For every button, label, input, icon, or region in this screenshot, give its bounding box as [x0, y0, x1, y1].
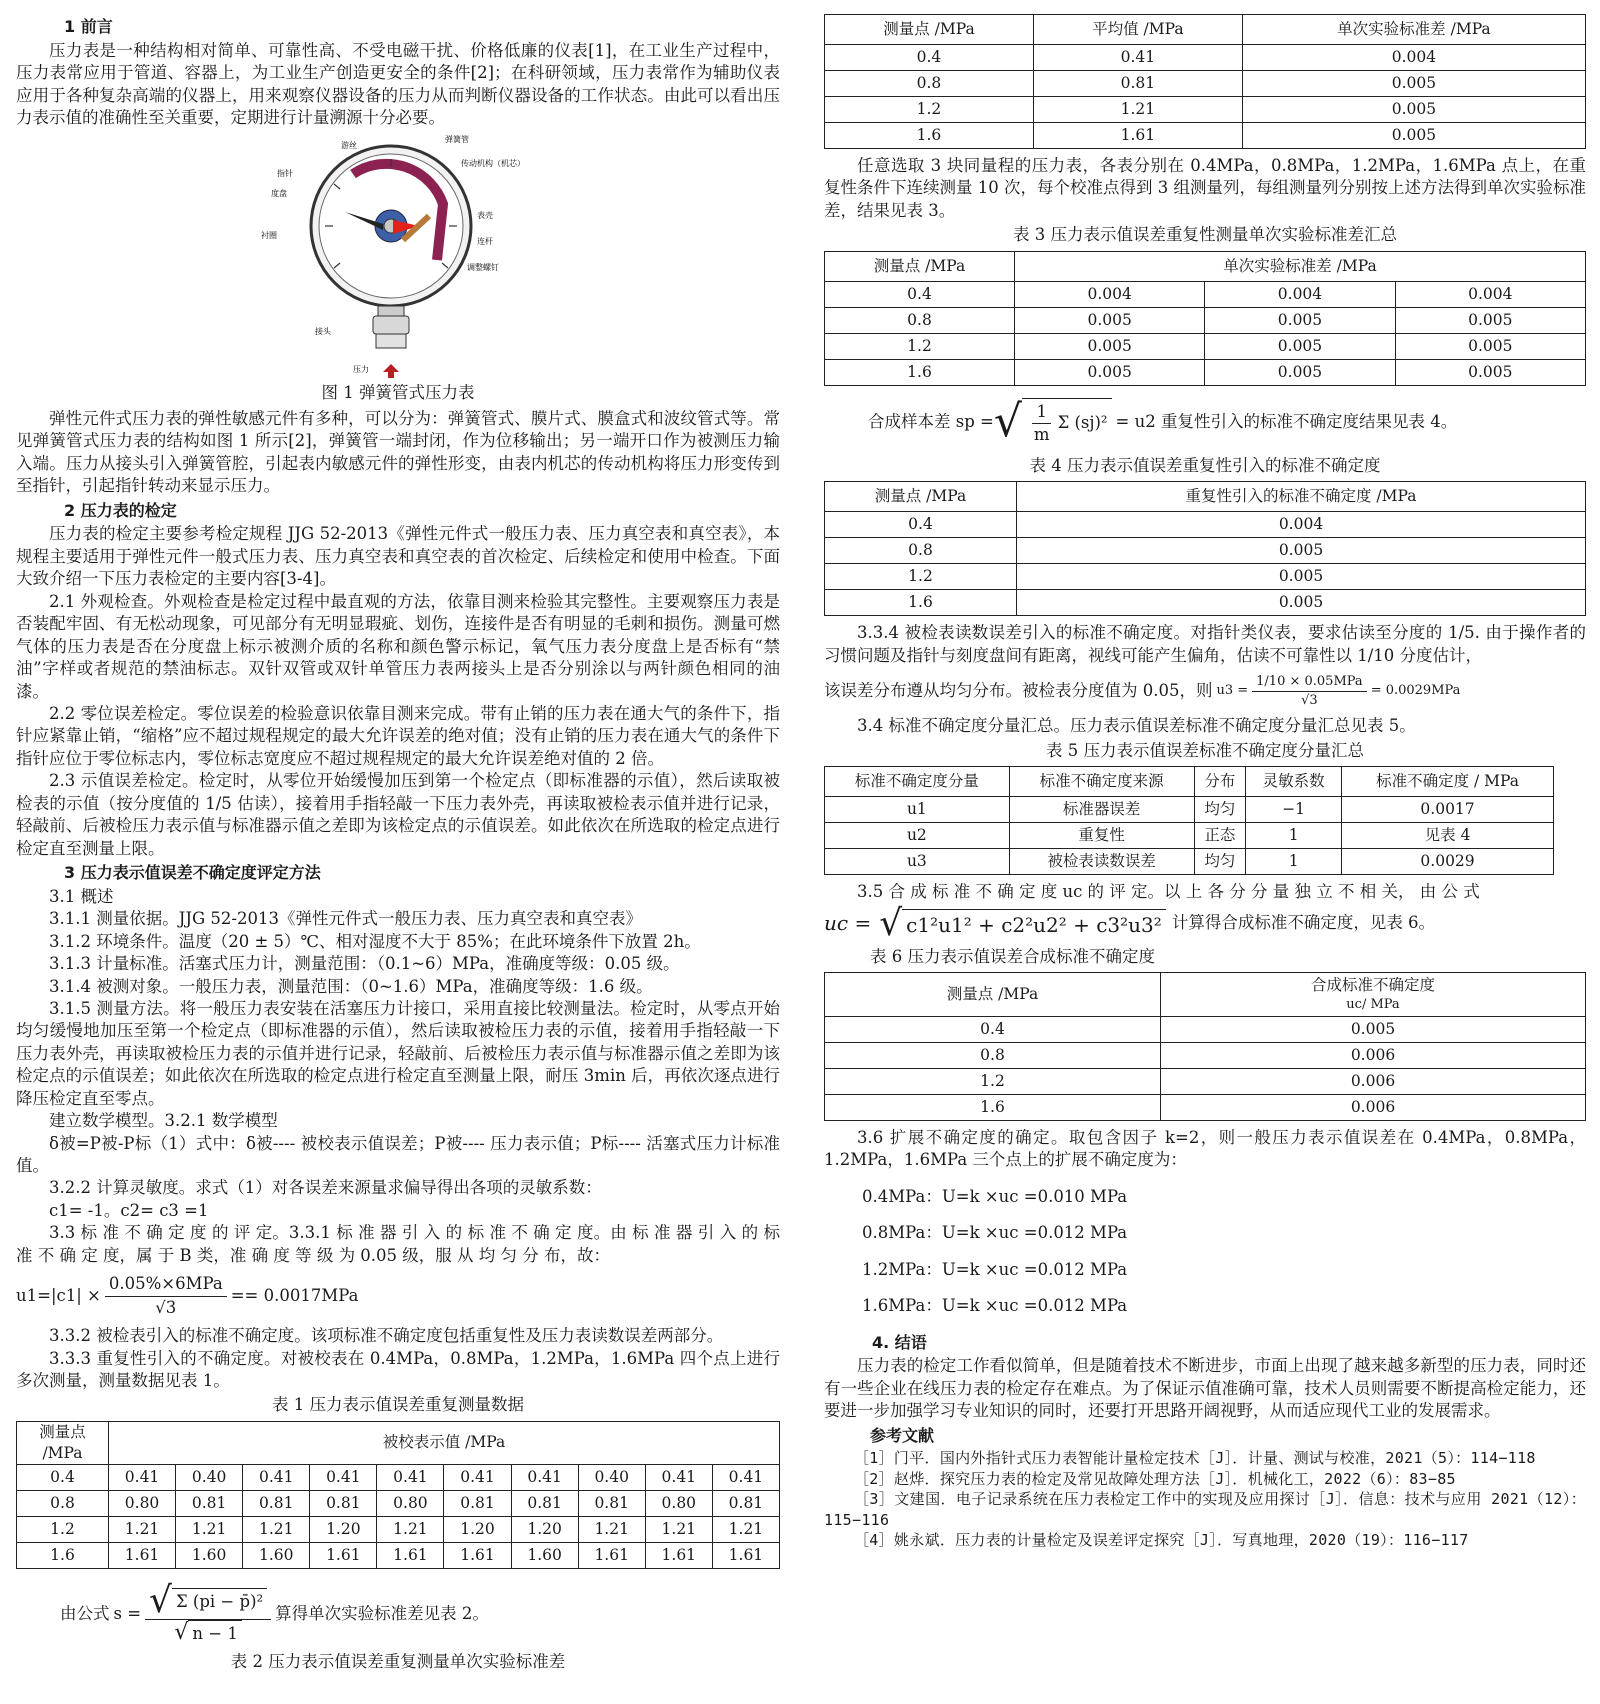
table-6-body — [825, 1017, 1586, 1121]
table-2-cell: 1.21 — [1033, 97, 1242, 123]
table-1-cell: 0.81 — [578, 1490, 645, 1516]
table-2-cell: 0.8 — [825, 71, 1034, 97]
table-4 — [824, 481, 1586, 616]
table-4-cell: 0.8 — [825, 538, 1017, 564]
paragraph-3-1-5: 3.1.5 测量方法。将一般压力表安装在活塞压力计接口，采用直接比较测量法。检定时，从零点开始均匀缓慢地加压至第一个检定点（即标准器的示值），然后读取被检压力表的示值，接着用手指轻敲一下压力表外壳，再读取被检压力表的示值并进行记录，轻敲前、后被检压力表示值与标准器示值之差即为该检定点的示值误差；如此依次在所选取的检定点进行检定直至测量上限，耐压 3min 后，再依次逐点进行降压检定直至零点。 — [16, 998, 780, 1108]
table-6-row — [825, 1017, 1586, 1043]
paragraph-3-1: 3.1 概述 — [49, 886, 114, 906]
table-5-cell: 标准器误差 — [1009, 797, 1194, 823]
formula-s-fraction — [145, 1579, 271, 1645]
table-1-caption: 表 1 压力表示值误差重复测量数据 — [272, 1395, 524, 1415]
table-4-cell: 1.2 — [825, 564, 1017, 590]
paragraph-3-3: 3.3 标 准 不 确 定 度 的 评 定。3.3.1 标 准 器 引 入 的 标 准 不 确 定 度。由 标 准 器 引 入 的 标 准 不 确 定 度，属 于 B 类，准 确 度 等 级 为 0.05 级，服 从 均 匀 分 布，故： — [16, 1223, 780, 1265]
paragraph-3-1-4: 3.1.4 被测对象。一般压力表，测量范围：（0~1.6）MPa，准确度等级：1.6 级。 — [49, 976, 653, 996]
table-4-row — [825, 590, 1586, 616]
paragraph-3-6: 3.6 扩展不确定度的确定。取包含因子 k=2，则一般压力表示值误差在 0.4MPa，0.8MPa，1.2MPa，1.6MPa 三个点上的扩展不确定度为： — [824, 1128, 1586, 1170]
formula-pooled — [868, 398, 1586, 447]
section-heading-verification: 2 压力表的检定 — [64, 500, 177, 520]
u1-rhs: == 0.0017MPa — [230, 1285, 359, 1305]
table-3-cell: 0.8 — [825, 307, 1015, 333]
table-2 — [824, 14, 1586, 149]
table-2-cell: 0.005 — [1242, 71, 1585, 97]
table-1-header-values: 被校表示值 /MPa — [109, 1421, 780, 1464]
table-1-cell: 0.41 — [109, 1464, 176, 1490]
paragraph-coefficients: c1= -1。c2= c3 =1 — [49, 1200, 209, 1220]
paragraph-3-2-2: 3.2.2 计算灵敏度。求式（1）对各误差来源量求偏导得出各项的灵敏系数： — [49, 1178, 602, 1198]
table-1-cell: 1.21 — [578, 1516, 645, 1542]
table-5-header-source: 标准不确定度来源 — [1009, 767, 1194, 797]
u1-lhs: u1=|c1| × — [16, 1285, 101, 1305]
table-1-cell: 1.60 — [243, 1542, 310, 1568]
table-1-cell: 0.80 — [645, 1490, 712, 1516]
table-5-cell: 均匀 — [1194, 797, 1246, 823]
table-1-cell: 1.20 — [511, 1516, 578, 1542]
paragraph-conclusion: 压力表的检定工作看似简单，但是随着技术不断进步，市面上出现了越来越多新型的压力表，同时还有一些企业在线压力表的检定存在难点。为了保证示值准确可靠，技术人员则需要不断提高检定能力，还要进一步加强学习专业知识的同时，还要打开思路开阔视野，从而适应现代工业的发展需求。 — [824, 1356, 1586, 1421]
uc-lhs: uc = — [824, 911, 872, 935]
table-1-row — [17, 1542, 780, 1568]
table-5-cell: 见表 4 — [1342, 823, 1554, 849]
paragraph-3-1-3: 3.1.3 计量标准。活塞式压力计，测量范围：（0.1~6）MPa，准确度等级：0.05 级。 — [49, 954, 680, 974]
table-4-cell: 0.005 — [1017, 564, 1586, 590]
table-5-cell: 1 — [1246, 823, 1342, 849]
table-1-cell: 1.61 — [712, 1542, 779, 1568]
table-5-cell: −1 — [1246, 797, 1342, 823]
label-tan-huang-guan: 弹簧管 — [445, 134, 469, 144]
table-1-cell: 0.41 — [712, 1464, 779, 1490]
table-5-header-value: 标准不确定度 / MPa — [1342, 767, 1554, 797]
table-5-row — [825, 797, 1554, 823]
table-6-caption: 表 6 压力表示值误差合成标准不确定度 — [870, 946, 1155, 966]
table-1-cell: 1.21 — [712, 1516, 779, 1542]
paragraph-model: 建立数学模型。3.2.1 数学模型 — [49, 1111, 278, 1131]
table-5-header-distribution: 分布 — [1194, 767, 1246, 797]
u1-fraction — [105, 1273, 227, 1319]
table-2-cell: 1.61 — [1033, 123, 1242, 149]
table-1-cell: 1.2 — [17, 1516, 109, 1542]
u3-rhs: = 0.0029MPa — [1370, 683, 1461, 699]
table-1-cell: 1.61 — [444, 1542, 511, 1568]
label-chen-quan: 衬圈 — [261, 230, 277, 240]
table-5-row — [825, 823, 1554, 849]
table-2-cell: 0.81 — [1033, 71, 1242, 97]
reference-3: ［3］文建国．电子记录系统在压力表检定工作中的实现及应用探讨［J］．信息：技术与应用 2021（12）：115−116 — [824, 1490, 1586, 1529]
table-1-cell: 0.81 — [712, 1490, 779, 1516]
table-1-header-point: 测量点 /MPa — [17, 1421, 109, 1464]
table-6-header-combined — [1161, 973, 1586, 1017]
table-4-cell: 1.6 — [825, 590, 1017, 616]
table-3-row — [825, 281, 1586, 307]
table-3-cell: 0.005 — [1205, 307, 1395, 333]
table-5-cell: 重复性 — [1009, 823, 1194, 849]
table-1-cell: 1.21 — [377, 1516, 444, 1542]
formula-s-suffix: 算得单次实验标准差见表 2。 — [275, 1603, 489, 1623]
table-3-cell: 0.004 — [1395, 281, 1585, 307]
table-5-cell: 被检表读数误差 — [1009, 849, 1194, 875]
table-2-row — [825, 97, 1586, 123]
table-3-cell: 0.005 — [1015, 307, 1205, 333]
table-1-cell: 0.41 — [243, 1464, 310, 1490]
table-1-cell: 0.80 — [109, 1490, 176, 1516]
reference-2: ［2］赵烨．探究压力表的检定及常见故障处理方法［J］．机械化工，2022（6）：83−85 — [854, 1469, 1456, 1488]
pooled-fraction — [1030, 401, 1054, 447]
pressure-gauge-figure — [233, 134, 563, 380]
table-5-cell: 均匀 — [1194, 849, 1246, 875]
table-1-cell: 1.61 — [377, 1542, 444, 1568]
table-6-cell: 0.006 — [1161, 1043, 1586, 1069]
table-6-header-point: 测量点 /MPa — [825, 973, 1161, 1017]
pooled-sum: Σ (sj)² — [1057, 413, 1108, 433]
table-4-cell: 0.005 — [1017, 590, 1586, 616]
table-5-caption: 表 5 压力表示值误差标准不确定度分量汇总 — [1046, 740, 1364, 760]
expanded-uncertainty-2: 1.2MPa：U=k ×uc =0.012 MPa — [862, 1259, 1128, 1279]
table-1-cell: 1.61 — [310, 1542, 377, 1568]
expanded-uncertainty-0: 0.4MPa：U=k ×uc =0.010 MPa — [862, 1186, 1128, 1206]
paragraph-select: 任意选取 3 块同量程的压力表，各表分别在 0.4MPa，0.8MPa，1.2MPa，1.6MPa 点上，在重复性条件下连续测量 10 次，每个校准点得到 3 组测量列，每组测量列分别按上述方法得到单次实验标准差，结果见表 3。 — [824, 156, 1586, 220]
table-3-cell: 0.004 — [1205, 281, 1395, 307]
table-2-cell: 1.2 — [825, 97, 1034, 123]
table-3-caption: 表 3 压力表示值误差重复性测量单次实验标准差汇总 — [1013, 225, 1397, 245]
table-5-header-component: 标准不确定度分量 — [825, 767, 1010, 797]
table-3-row — [825, 359, 1586, 385]
table-1-cell: 0.4 — [17, 1464, 109, 1490]
label-lian-gan: 连杆 — [477, 236, 493, 246]
pooled-denominator: m — [1033, 425, 1050, 445]
formula-uc — [824, 902, 1586, 944]
table-2-row — [825, 45, 1586, 71]
formula-s-lhs: s = — [113, 1603, 142, 1623]
table-1-cell: 0.41 — [645, 1464, 712, 1490]
u3-intro: 该误差分布遵从均匀分布。被检表分度值为 0.05，则 — [824, 680, 1213, 700]
paragraph-2-3: 2.3 示值误差检定。检定时，从零位开始缓慢加压到第一个检定点（即标准器的示值），然后读取被检表的示值（按分度值的 1/5 估读），接着用手指轻敲一下压力表外壳，再读取被检表示值并进行记录，轻敲前、后被检压力表示值与标准器示值之差即为该检定点的示值误差。如此依次在所选取的检定点进行检定直至测量上限。 — [16, 771, 780, 858]
pooled-prefix: 合成样本差 sp = — [868, 411, 994, 431]
formula-u1 — [16, 1273, 780, 1319]
table-1-cell: 1.61 — [578, 1542, 645, 1568]
table-3-cell: 0.005 — [1395, 359, 1585, 385]
table-1-cell: 0.81 — [176, 1490, 243, 1516]
left-column — [16, 14, 780, 1678]
u3-denominator: √3 — [1301, 692, 1318, 708]
table-2-body — [825, 45, 1586, 149]
u3-numerator: 1/10 × 0.05MPa — [1252, 673, 1367, 692]
table-5-cell: 正态 — [1194, 823, 1246, 849]
table-3-header-std: 单次实验标准差 /MPa — [1015, 251, 1586, 281]
table-4-row — [825, 538, 1586, 564]
table-1-cell: 1.60 — [176, 1542, 243, 1568]
section-heading-intro: 1 前言 — [64, 17, 113, 36]
table-6-header-line1: 合成标准不确定度 — [1310, 976, 1435, 995]
table-4-body — [825, 512, 1586, 616]
formula-s-prefix: 由公式 — [60, 1603, 110, 1623]
table-1-cell: 0.41 — [377, 1464, 444, 1490]
table-2-header-mean: 平均值 /MPa — [1033, 15, 1242, 45]
figure-caption: 图 1 弹簧管式压力表 — [321, 382, 475, 402]
table-5-body — [825, 797, 1554, 875]
table-4-header-point: 测量点 /MPa — [825, 482, 1017, 512]
paragraph-verification: 压力表的检定主要参考检定规程 JJG 52-2013《弹性元件式一般压力表、压力真空表和真空表》，本规程主要适用于弹性元件一般式压力表、压力真空表和真空表的首次检定、后续检定和使用中检查。下面大致介绍一下压力表检定的主要内容[3-4]。 — [16, 524, 780, 589]
expanded-uncertainty-1: 0.8MPa：U=k ×uc =0.012 MPa — [862, 1223, 1128, 1243]
table-3 — [824, 251, 1586, 386]
table-6-cell: 0.4 — [825, 1017, 1161, 1043]
table-3-cell: 0.005 — [1395, 333, 1585, 359]
table-1-cell: 0.40 — [578, 1464, 645, 1490]
table-1-cell: 1.20 — [444, 1516, 511, 1542]
table-3-cell: 0.005 — [1015, 359, 1205, 385]
gauge-drawing — [311, 146, 471, 378]
u3-lhs: u3 = — [1216, 683, 1249, 699]
table-4-caption: 表 4 压力表示值误差重复性引入的标准不确定度 — [1029, 455, 1381, 475]
references-heading: 参考文献 — [870, 1425, 935, 1445]
table-2-row — [825, 123, 1586, 149]
table-5 — [824, 766, 1554, 875]
reference-4: ［4］姚永斌．压力表的计量检定及误差评定探究［J］．写真地理，2020（19）：116−117 — [854, 1531, 1469, 1550]
paragraph-3-4: 3.4 标准不确定度分量汇总。压力表示值误差标准不确定度分量汇总见表 5。 — [857, 716, 1416, 736]
paragraph-elastic: 弹性元件式压力表的弹性敏感元件有多种，可以分为：弹簧管式、膜片式、膜盒式和波纹管式等。常见弹簧管式压力表的结构如图 1 所示[2]，弹簧管一端封闭，作为位移输出；另一端开口作为被测压力输入端。压力从接头引入弹簧管腔，引起表内敏感元件的弹性形变，由表内机芯的传动机构将压力形变传到至指针，引起指针转动来显示压力。 — [16, 408, 780, 496]
table-1-cell: 0.81 — [310, 1490, 377, 1516]
table-1-cell: 1.61 — [109, 1542, 176, 1568]
table-4-cell: 0.004 — [1017, 512, 1586, 538]
pooled-radical: √ $\frac{1}{m}$ Σ (sj)² — [994, 398, 1112, 447]
table-2-cell: 0.005 — [1242, 97, 1585, 123]
label-ya-li: 压力 — [353, 364, 369, 374]
table-2-cell: 0.4 — [825, 45, 1034, 71]
table-4-row — [825, 564, 1586, 590]
table-3-cell: 0.005 — [1205, 333, 1395, 359]
table-3-header-point: 测量点 /MPa — [825, 251, 1015, 281]
pooled-numerator: 1 — [1032, 401, 1051, 424]
table-1-cell: 0.81 — [243, 1490, 310, 1516]
table-3-cell: 1.6 — [825, 359, 1015, 385]
table-3-cell: 0.005 — [1015, 333, 1205, 359]
table-6-row — [825, 1095, 1586, 1121]
paragraph-3-3-3: 3.3.3 重复性引入的不确定度。对被校表在 0.4MPa，0.8MPa，1.2MPa，1.6MPa 四个点上进行多次测量，测量数据见表 1。 — [16, 1348, 780, 1390]
table-6 — [824, 972, 1586, 1121]
u1-denominator: √3 — [155, 1297, 177, 1317]
table-5-cell: u2 — [825, 823, 1010, 849]
table-1-cell: 0.40 — [176, 1464, 243, 1490]
table-1-body — [17, 1464, 780, 1568]
formula-s-denominator: √ n − 1 — [170, 1620, 245, 1645]
table-2-caption: 表 2 压力表示值误差重复测量单次实验标准差 — [230, 1652, 566, 1672]
label-tiao-zheng: 调整螺钉 — [467, 262, 499, 272]
table-1-cell: 1.21 — [243, 1516, 310, 1542]
paragraph-3-5: 3.5 合 成 标 准 不 确 定 度 uc 的 评 定。以 上 各 分 分 量 独 立 不 相 关， 由 公 式 — [857, 882, 1480, 902]
paragraph-2-1: 2.1 外观检查。外观检查是检定过程中最直观的方法，依靠目测来检验其完整性。主要观察压力表是否装配牢固、有无松动现象，可见部分有无明显瑕疵、划伤，连接件是否有明显的毛刺和损伤。测量可燃气体的压力表是否在分度盘上标示被测介质的名称和颜色警示标记，氧气压力表分度盘上是否标有“禁油”字样或者规范的禁油标志。双针双管或双针单管压力表两接头上是否分别涂以与两针颜色相同的油漆。 — [16, 591, 780, 701]
table-1-row — [17, 1516, 780, 1542]
right-column — [824, 14, 1586, 1550]
table-3-cell: 0.005 — [1205, 359, 1395, 385]
uc-body: c1²u1² + c2²u2² + c3²u3² — [902, 909, 1166, 939]
table-3-cell: 0.004 — [1015, 281, 1205, 307]
table-5-cell: u1 — [825, 797, 1010, 823]
table-5-cell: u3 — [825, 849, 1010, 875]
section-heading-uncertainty: 3 压力表示值误差不确定度评定方法 — [64, 863, 321, 882]
uc-suffix: 计算得合成标准不确定度，见表 6。 — [1171, 913, 1436, 933]
table-6-cell: 0.8 — [825, 1043, 1161, 1069]
table-1-cell: 0.41 — [310, 1464, 377, 1490]
formula-s — [16, 1579, 780, 1645]
table-1-cell: 0.80 — [377, 1490, 444, 1516]
formula-u3 — [824, 673, 1586, 709]
table-4-row — [825, 512, 1586, 538]
table-1-cell: 1.20 — [310, 1516, 377, 1542]
table-1 — [16, 1421, 780, 1569]
table-5-header-sensitivity: 灵敏系数 — [1246, 767, 1342, 797]
table-6-cell: 0.005 — [1161, 1017, 1586, 1043]
paragraph-3-3-2: 3.3.2 被检表引入的标准不确定度。该项标准不确定度包括重复性及压力表读数误差两部分。 — [49, 1326, 724, 1346]
table-1-cell: 1.21 — [109, 1516, 176, 1542]
table-1-cell: 1.61 — [645, 1542, 712, 1568]
table-1-cell: 1.60 — [511, 1542, 578, 1568]
table-1-cell: 1.21 — [176, 1516, 243, 1542]
table-2-row — [825, 71, 1586, 97]
paragraph-3-1-1: 3.1.1 测量依据。JJG 52-2013《弹性元件式一般压力表、压力真空表和真空表》 — [49, 909, 642, 929]
pooled-suffix: = u2 重复性引入的标准不确定度结果见表 4。 — [1115, 411, 1458, 431]
table-4-cell: 0.005 — [1017, 538, 1586, 564]
paragraph-2-2: 2.2 零位误差检定。零位误差的检验意识依靠目测来完成。带有止销的压力表在通大气的条件下，指针应紧靠止销，“缩格”应不超过规程规定的最大允许误差的绝对值；没有止销的压力表在通大气的条件下指针应位于零位标志内，零位标志宽度应不超过规程规定的最大允许误差绝对值的 2 倍。 — [16, 703, 780, 768]
table-2-cell: 1.6 — [825, 123, 1034, 149]
label-zhi-zhen: 指针 — [277, 168, 293, 178]
label-jie-tou: 接头 — [315, 326, 331, 336]
table-1-cell: 0.81 — [511, 1490, 578, 1516]
table-2-header-std: 单次实验标准差 /MPa — [1242, 15, 1585, 45]
table-2-cell: 0.004 — [1242, 45, 1585, 71]
uc-radical: √ c1²u1² + c2²u2² + c3²u3² — [879, 906, 1166, 942]
label-chuan-dong: 传动机构（机芯） — [461, 158, 525, 168]
table-1-cell: 0.8 — [17, 1490, 109, 1516]
section-heading-conclusion: 4. 结语 — [872, 1332, 927, 1352]
paragraph-model-equation: δ被=P被-P标（1）式中：δ被---- 被校表示值误差；P被---- 压力表示值；P标---- 活塞式压力计标准值。 — [16, 1133, 780, 1175]
table-1-cell: 0.41 — [444, 1464, 511, 1490]
table-3-cell: 1.2 — [825, 333, 1015, 359]
table-1-row — [17, 1490, 780, 1516]
table-5-cell: 1 — [1246, 849, 1342, 875]
label-you-si: 游丝 — [341, 140, 357, 150]
table-1-cell: 1.6 — [17, 1542, 109, 1568]
table-3-row — [825, 333, 1586, 359]
table-6-cell: 1.6 — [825, 1095, 1161, 1121]
table-2-header-point: 测量点 /MPa — [825, 15, 1034, 45]
table-6-header-line2: uc/ MPa — [1346, 997, 1400, 1013]
table-2-cell: 0.41 — [1033, 45, 1242, 71]
paragraph-intro: 压力表是一种结构相对简单、可靠性高、不受电磁干扰、价格低廉的仪表[1]，在工业生产过程中，压力表常应用于管道、容器上，为工业生产创造更安全的条件[2]；在科研领域，压力表常作为辅助仪表应用于各种复杂高端的仪器上，用来观察仪器设备的压力从而判断仪器设备的工作状态。由此可以看出压力表示值的准确性至关重要，定期进行计量溯源十分必要。 — [16, 40, 780, 128]
table-3-cell: 0.005 — [1395, 307, 1585, 333]
label-du-pan: 度盘 — [271, 188, 287, 198]
table-5-row — [825, 849, 1554, 875]
table-6-row — [825, 1069, 1586, 1095]
expanded-uncertainty-3: 1.6MPa：U=k ×uc =0.012 MPa — [862, 1296, 1128, 1316]
table-6-cell: 1.2 — [825, 1069, 1161, 1095]
table-1-cell: 0.81 — [444, 1490, 511, 1516]
label-biao-ke: 表壳 — [477, 210, 493, 220]
table-3-body — [825, 281, 1586, 385]
reference-1: ［1］门平．国内外指针式压力表智能计量检定技术［J］．计量、测试与校准，2021（5）：114−118 — [854, 1449, 1536, 1468]
formula-s-numerator: √ Σ (pi − p̄)² — [145, 1583, 271, 1620]
table-5-cell: 0.0017 — [1342, 797, 1554, 823]
table-1-cell: 0.41 — [511, 1464, 578, 1490]
expanded-uncertainty-list — [824, 1186, 1586, 1318]
u3-fraction — [1252, 673, 1367, 709]
table-4-header-uncertainty: 重复性引入的标准不确定度 /MPa — [1017, 482, 1586, 512]
table-5-cell: 0.0029 — [1342, 849, 1554, 875]
table-6-cell: 0.006 — [1161, 1069, 1586, 1095]
table-3-row — [825, 307, 1586, 333]
table-1-row — [17, 1464, 780, 1490]
table-1-cell: 1.21 — [645, 1516, 712, 1542]
paragraph-3-1-2: 3.1.2 环境条件。温度（20 ± 5）℃、相对湿度不大于 85%；在此环境条件下放置 2h。 — [49, 931, 701, 951]
table-4-cell: 0.4 — [825, 512, 1017, 538]
table-6-row — [825, 1043, 1586, 1069]
u1-numerator: 0.05%×6MPa — [105, 1273, 227, 1296]
table-2-cell: 0.005 — [1242, 123, 1585, 149]
table-6-cell: 0.006 — [1161, 1095, 1586, 1121]
paragraph-3-3-4: 3.3.4 被检表读数误差引入的标准不确定度。对指针类仪表，要求估读至分度的 1/5. 由于操作者的习惯问题及指针与刻度盘间有距离，视线可能产生偏角，估读不可靠性以 1/10 分度估计， — [824, 623, 1586, 665]
table-3-cell: 0.4 — [825, 281, 1015, 307]
